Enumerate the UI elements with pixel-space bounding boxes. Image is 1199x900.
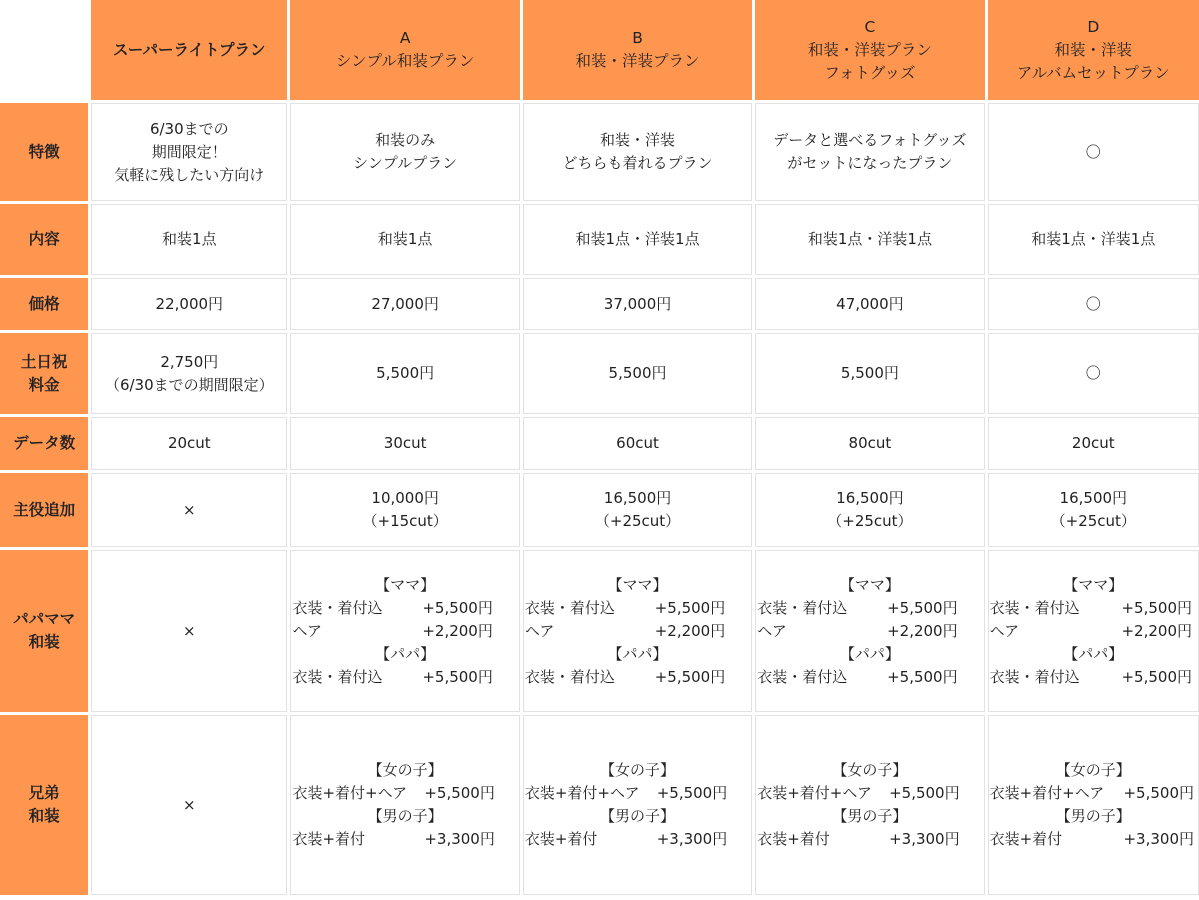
plan-letter: A (399, 29, 411, 47)
option-price: +5,500円 (889, 784, 960, 802)
option-row (524, 782, 751, 805)
option-row (989, 666, 1198, 689)
option-row (756, 828, 983, 851)
option-row (291, 620, 518, 643)
option-row (989, 782, 1198, 805)
parents-options (524, 574, 751, 689)
option-row (989, 597, 1198, 620)
papa-title: 【パパ】 (607, 644, 668, 663)
siblings-none-cell: × (91, 715, 287, 895)
boy-title: 【男の子】 (367, 807, 443, 825)
girl-title: 【女の子】 (367, 761, 443, 779)
price-cell: 27,000円 (290, 278, 519, 330)
option-name: 衣装・着付込 (757, 598, 848, 617)
price-cell: 〇 (988, 278, 1199, 330)
mama-title: 【ママ】 (839, 575, 900, 594)
option-row (756, 666, 983, 689)
siblings-options-cell (755, 715, 984, 895)
lead-add-cell: 16,500円 （+25cut） (523, 473, 752, 547)
option-name: ヘア (524, 621, 555, 640)
plan-header-superlight (91, 0, 287, 100)
parents-options-cell (290, 550, 519, 712)
option-name: 衣装+着付 (757, 830, 830, 848)
option-name: ヘア (989, 621, 1020, 640)
plan-name: シンプル和装プラン (335, 52, 475, 70)
row-label-data-count: データ数 (0, 417, 88, 470)
lead-add-cell: 16,500円 （+25cut） (988, 473, 1199, 547)
option-price: +5,500円 (1121, 667, 1192, 686)
price-cell: 37,000円 (523, 278, 752, 330)
row-label-price: 価格 (0, 278, 88, 330)
boy-title: 【男の子】 (1055, 807, 1131, 825)
plan-name-sub: アルバムセットプラン (1016, 63, 1170, 82)
option-price: +5,500円 (887, 598, 958, 617)
row-siblings (0, 715, 1199, 895)
row-label-siblings: 兄弟 和装 (0, 715, 88, 895)
contents-cell: 和装1点 (290, 204, 519, 275)
option-name: 衣装+着付 (989, 830, 1063, 848)
option-row (524, 620, 751, 643)
option-price: +5,500円 (1123, 784, 1194, 802)
holiday-cell: 2,750円 （6/30までの期間限定） (91, 333, 287, 414)
papa-title: 【パパ】 (375, 644, 436, 663)
features-cell: 6/30までの 期間限定！ 気軽に残したい方向け (91, 103, 287, 201)
option-name: 衣装・着付込 (292, 667, 383, 686)
option-price: +5,500円 (654, 667, 726, 686)
option-row (291, 828, 518, 851)
row-features (0, 103, 1199, 201)
data-count-cell: 20cut (91, 417, 287, 470)
data-count-cell: 80cut (755, 417, 984, 470)
option-row (291, 597, 518, 620)
option-price: +3,300円 (889, 830, 960, 848)
plan-letter: B (632, 29, 643, 47)
siblings-options (989, 759, 1198, 851)
parents-options-cell (988, 550, 1199, 712)
siblings-options (291, 759, 518, 851)
features-cell: 和装のみ シンプルプラン (290, 103, 519, 201)
plan-name-sub: フォトグッズ (824, 63, 916, 82)
siblings-options (524, 759, 751, 851)
siblings-options-cell (988, 715, 1199, 895)
option-price: +2,200円 (654, 621, 726, 640)
plan-name: スーパーライトプラン (113, 40, 266, 59)
row-label-parents: パパママ 和装 (0, 550, 88, 712)
option-price: +5,500円 (422, 667, 493, 686)
parents-none-cell: × (91, 550, 287, 712)
contents-cell: 和装1点・洋装1点 (988, 204, 1199, 275)
row-label-lead-add: 主役追加 (0, 473, 88, 547)
parents-options (291, 574, 518, 689)
option-price: +2,200円 (1121, 621, 1192, 640)
holiday-cell: 〇 (988, 333, 1199, 414)
holiday-cell: 5,500円 (755, 333, 984, 414)
option-name: 衣装+着付+ヘア (292, 784, 408, 802)
option-name: 衣装+着付+ヘア (757, 784, 872, 802)
option-name: 衣装・着付込 (989, 598, 1080, 617)
parents-options (756, 574, 983, 689)
option-name: ヘア (292, 621, 323, 640)
option-name: 衣装・着付込 (292, 598, 383, 617)
option-row (756, 597, 983, 620)
option-name: 衣装・着付込 (757, 667, 848, 686)
features-cell: 〇 (988, 103, 1199, 201)
corner-cell (0, 0, 88, 100)
lead-add-cell: 10,000円 （+15cut） (290, 473, 519, 547)
option-price: +3,300円 (424, 830, 495, 848)
option-price: +5,500円 (424, 784, 495, 802)
holiday-cell: 5,500円 (290, 333, 519, 414)
option-price: +3,300円 (1123, 830, 1194, 848)
option-price: +5,500円 (1121, 598, 1192, 617)
row-contents (0, 204, 1199, 275)
option-price: +2,200円 (887, 621, 958, 640)
features-cell: 和装・洋装 どちらも着れるプラン (523, 103, 752, 201)
plan-header-b (523, 0, 752, 100)
boy-title: 【男の子】 (600, 807, 676, 825)
row-price (0, 278, 1199, 330)
option-name: 衣装+着付+ヘア (989, 784, 1105, 802)
plan-letter: C (864, 17, 876, 36)
option-name: 衣装・着付込 (524, 667, 615, 686)
papa-title: 【パパ】 (839, 644, 900, 663)
girl-title: 【女の子】 (1055, 761, 1131, 779)
option-name: ヘア (757, 621, 787, 640)
option-name: 衣装+着付+ヘア (524, 784, 640, 802)
row-label-contents: 内容 (0, 204, 88, 275)
option-name: 衣装+着付 (292, 830, 366, 848)
row-data-count (0, 417, 1199, 470)
row-label-holiday: 土日祝 料金 (0, 333, 88, 414)
data-count-cell: 60cut (523, 417, 752, 470)
price-cell: 47,000円 (755, 278, 984, 330)
option-row (989, 620, 1198, 643)
mama-title: 【ママ】 (607, 575, 668, 594)
boy-title: 【男の子】 (832, 807, 908, 825)
plan-header-a (290, 0, 519, 100)
plan-letter: D (1087, 17, 1100, 36)
option-row (524, 666, 751, 689)
features-cell: データと選べるフォトグッズ がセットになったプラン (755, 103, 984, 201)
holiday-cell: 5,500円 (523, 333, 752, 414)
papa-title: 【パパ】 (1063, 644, 1124, 663)
data-count-cell: 20cut (988, 417, 1199, 470)
plan-header-d (988, 0, 1199, 100)
header-row (0, 0, 1199, 100)
plan-header-c (755, 0, 984, 100)
data-count-cell: 30cut (290, 417, 519, 470)
option-row (291, 782, 518, 805)
option-price: +5,500円 (654, 598, 726, 617)
contents-cell: 和装1点・洋装1点 (523, 204, 752, 275)
parents-options-cell (523, 550, 752, 712)
parents-options (989, 574, 1198, 689)
girl-title: 【女の子】 (832, 761, 908, 779)
row-holiday (0, 333, 1199, 414)
option-name: 衣装・着付込 (989, 667, 1080, 686)
option-price: +2,200円 (422, 621, 493, 640)
siblings-options-cell (523, 715, 752, 895)
lead-add-cell: × (91, 473, 287, 547)
contents-cell: 和装1点・洋装1点 (755, 204, 984, 275)
contents-cell: 和装1点 (91, 204, 287, 275)
price-cell: 22,000円 (91, 278, 287, 330)
option-row (291, 666, 518, 689)
row-parents (0, 550, 1199, 712)
mama-title: 【ママ】 (1063, 575, 1124, 594)
option-name: 衣装・着付込 (524, 598, 615, 617)
option-price: +3,300円 (656, 830, 728, 848)
option-row (989, 828, 1198, 851)
siblings-options (756, 759, 983, 851)
option-price: +5,500円 (422, 598, 493, 617)
option-row (756, 620, 983, 643)
row-label-features: 特徴 (0, 103, 88, 201)
row-lead-add (0, 473, 1199, 547)
option-price: +5,500円 (887, 667, 958, 686)
option-row (524, 597, 751, 620)
option-price: +5,500円 (656, 784, 728, 802)
lead-add-cell: 16,500円 （+25cut） (755, 473, 984, 547)
option-row (524, 828, 751, 851)
parents-options-cell (755, 550, 984, 712)
plan-name: 和装・洋装 (1054, 40, 1133, 59)
plan-name: 和装・洋装プラン (807, 40, 932, 59)
option-name: 衣装+着付 (524, 830, 598, 848)
mama-title: 【ママ】 (375, 575, 436, 594)
plan-name: 和装・洋装プラン (575, 52, 700, 70)
option-row (756, 782, 983, 805)
siblings-options-cell (290, 715, 519, 895)
girl-title: 【女の子】 (600, 761, 676, 779)
